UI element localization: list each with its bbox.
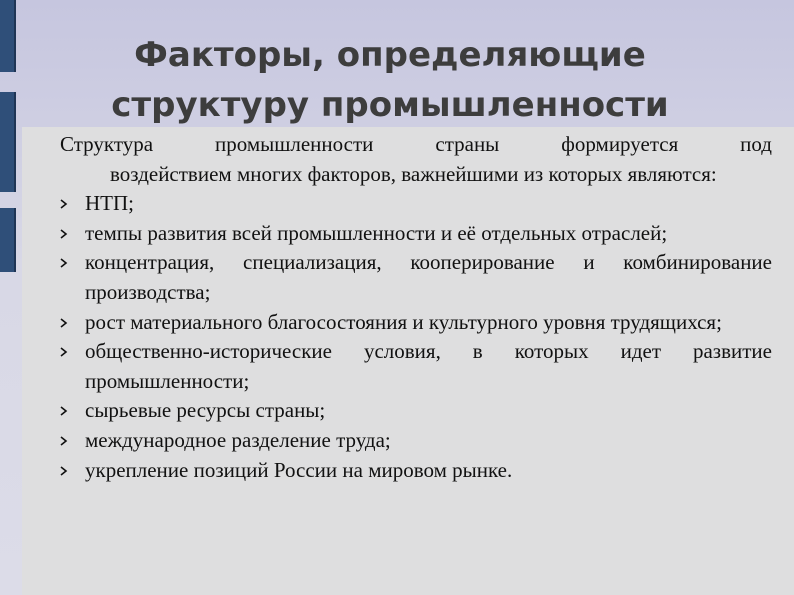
intro-text: воздействием многих факторов, важнейшими из которых являются:	[110, 161, 717, 186]
side-bar-segment	[0, 0, 16, 72]
arrow-bullet-icon	[60, 258, 68, 268]
list-item-text: сырьевые ресурсы страны;	[85, 398, 326, 423]
arrow-bullet-icon	[60, 318, 68, 328]
list-item	[60, 456, 772, 486]
list-item	[60, 189, 772, 219]
list-item	[60, 337, 772, 396]
list-item	[60, 248, 772, 307]
arrow-bullet-icon	[60, 229, 68, 239]
title-line: Факторы, определяющие	[134, 35, 646, 75]
intro-paragraph	[60, 130, 772, 189]
list-item	[60, 426, 772, 456]
arrow-bullet-icon	[60, 466, 68, 476]
list-item	[60, 396, 772, 426]
arrow-bullet-icon	[60, 347, 68, 357]
list-item	[60, 219, 772, 249]
title-line: структуру промышленности	[111, 85, 669, 125]
intro-text: Структура промышленности страны формируется под	[60, 132, 772, 156]
arrow-bullet-icon	[60, 406, 68, 416]
list-item-text: международное разделение труда;	[85, 427, 391, 452]
slide-body	[60, 130, 772, 485]
list-item-text: рост материального благосостояния и культурного уровня трудящихся;	[85, 309, 722, 334]
arrow-bullet-icon	[60, 199, 68, 209]
list-item-text: укрепление позиций России на мировом рынке.	[85, 457, 513, 482]
factor-list	[60, 189, 772, 485]
side-bar-segment	[0, 208, 16, 272]
arrow-bullet-icon	[60, 436, 68, 446]
list-item-text: концентрация, специализация, кооперирование и комбинирование производства;	[85, 250, 772, 304]
slide-title	[40, 30, 740, 130]
list-item-text: НТП;	[85, 191, 134, 216]
list-item-text: темпы развития всей промышленности и её отдельных отраслей;	[85, 220, 668, 245]
list-item	[60, 308, 772, 338]
list-item-text: общественно-исторические условия, в которых идет развитие промышленности;	[85, 339, 772, 393]
side-bar-segment	[0, 92, 16, 192]
